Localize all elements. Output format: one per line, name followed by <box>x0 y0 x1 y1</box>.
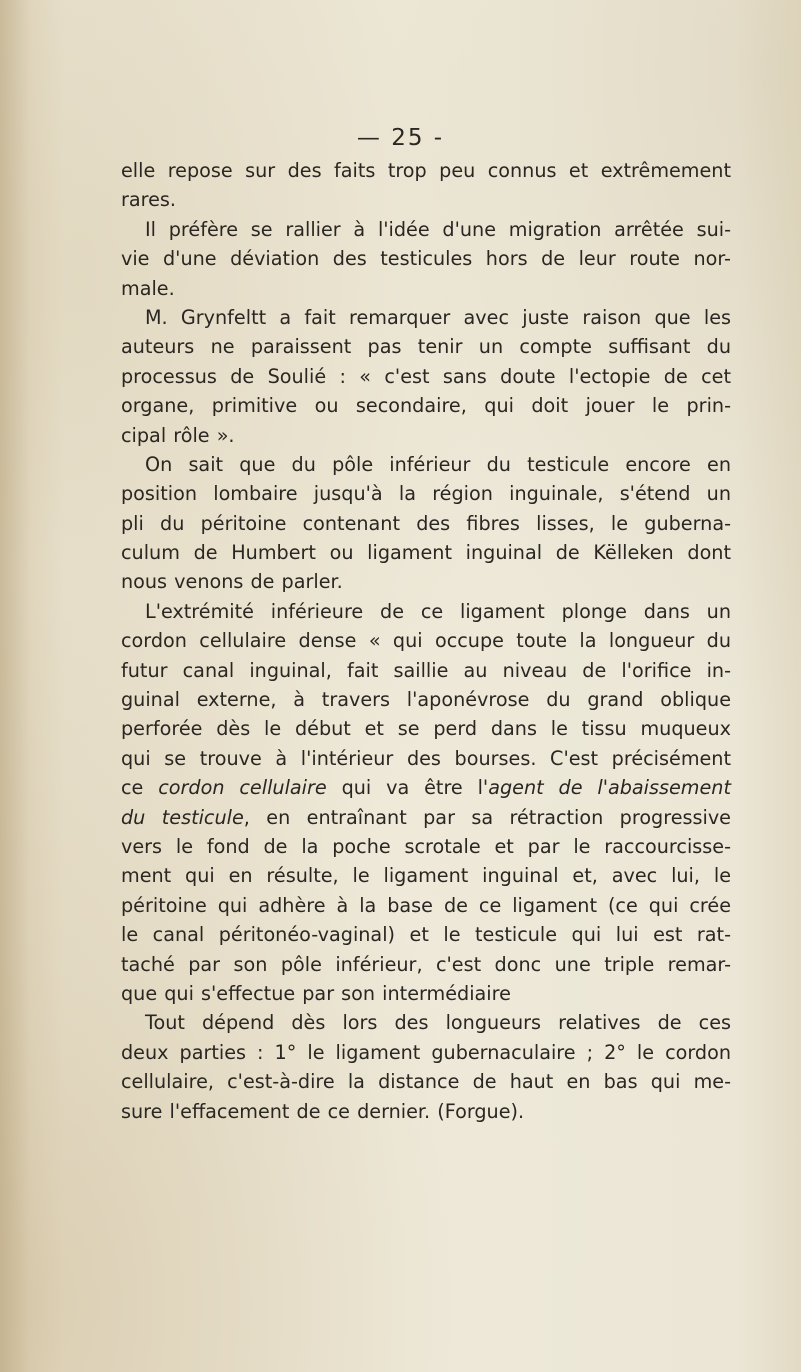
text-line: le canal péritonéo-vaginal) et le testicule qui lui est rat- <box>121 923 731 947</box>
text-line: culum de Humbert ou ligament inguinal de Këlleken dont <box>121 541 731 565</box>
text-line: L'extrémité inférieure de ce ligament plonge dans un <box>145 599 731 623</box>
italic-phrase: cordon cellulaire <box>158 776 327 800</box>
text-line: nous venons de parler. <box>121 570 343 594</box>
text-line: guinal externe, à travers l'aponévrose du grand oblique <box>121 688 731 712</box>
text-line: deux parties : 1° le ligament gubernaculaire ; 2° le cordon <box>121 1040 731 1064</box>
text-line: vers le fond de la poche scrotale et par le raccourcisse- <box>121 834 731 858</box>
text-line: position lombaire jusqu'à la région inguinale, s'étend un <box>121 482 731 506</box>
text-line: taché par son pôle inférieur, c'est donc une triple remar- <box>121 952 731 976</box>
text-line: organe, primitive ou secondaire, qui doit jouer le prin- <box>121 394 731 418</box>
text-line: On sait que du pôle inférieur du testicule encore en <box>145 452 731 476</box>
italic-phrase: du testicule <box>121 805 244 829</box>
text-line: vie d'une déviation des testicules hors de leur route nor- <box>121 247 731 271</box>
page-edge-shadow <box>0 0 30 1372</box>
text-line: cipal rôle ». <box>121 423 235 447</box>
text-line: auteurs ne paraissent pas tenir un compte suffisant du <box>121 335 731 359</box>
text-line: sure l'effacement de ce dernier. (Forgue). <box>121 1099 525 1123</box>
text-line: cordon cellulaire dense « qui occupe toute la longueur du <box>121 629 731 653</box>
page-number: — 25 - <box>356 125 445 151</box>
text-line: M. Grynfeltt a fait remarquer avec juste raison que les <box>145 305 731 329</box>
text-line: ment qui en résulte, le ligament inguinal et, avec lui, le <box>121 864 731 888</box>
text-line: pli du péritoine contenant des fibres lisses, le guberna- <box>121 511 731 535</box>
text-line: qui se trouve à l'intérieur des bourses. C'est précisément <box>121 746 731 770</box>
text-line: elle repose sur des faits trop peu connus et extrêmement <box>121 159 731 182</box>
text-line: processus de Soulié : « c'est sans doute l'ectopie de cet <box>121 364 731 388</box>
text-line-with-italics: du testicule, en entraînant par sa rétraction progressive <box>121 805 731 829</box>
text-line: que qui s'effectue par son intermédiaire <box>121 981 511 1005</box>
text-line: male. <box>121 276 175 300</box>
italic-phrase: agent de l'abaissement <box>488 776 731 800</box>
text-line-with-italics: ce cordon cellulaire qui va être l'agent de l'abaissement <box>121 776 731 800</box>
body-text <box>121 156 731 1126</box>
text-line: Il préfère se rallier à l'idée d'une migration arrêtée sui- <box>145 217 731 241</box>
text-line: futur canal inguinal, fait saillie au niveau de l'orifice in- <box>121 658 731 682</box>
text-line: cellulaire, c'est-à-dire la distance de haut en bas qui me- <box>121 1070 731 1094</box>
text-line: péritoine qui adhère à la base de ce ligament (ce qui crée <box>121 893 731 917</box>
text-line: rares. <box>121 188 177 212</box>
text-line: perforée dès le début et se perd dans le tissu muqueux <box>121 717 731 741</box>
text-line: Tout dépend dès lors des longueurs relatives de ces <box>145 1011 731 1035</box>
